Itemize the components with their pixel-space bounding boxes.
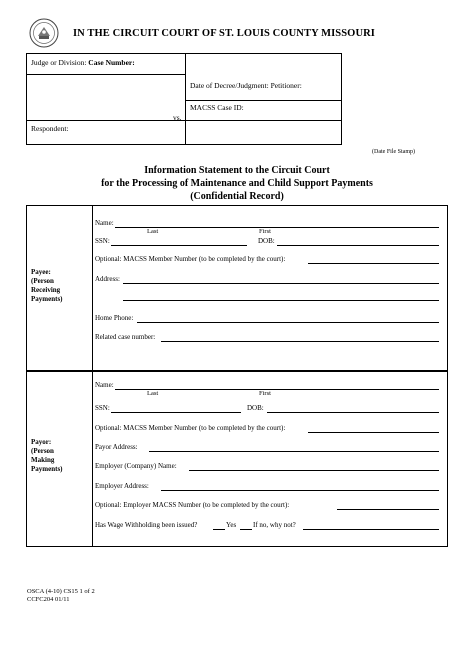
payee-related-case-label: Related case number: [95, 333, 156, 341]
payor-name-field[interactable] [115, 389, 439, 390]
date-file-stamp-label: (Date File Stamp) [372, 149, 415, 155]
footer-form-code: OSCA (4-10) CS15 1 of 2 [27, 588, 95, 595]
payor-side-title: Payor: [31, 438, 52, 446]
payee-ssn-field[interactable] [111, 245, 247, 246]
payee-home-phone-label: Home Phone: [95, 314, 134, 322]
payee-ssn-label: SSN: [95, 237, 110, 245]
form-title-line1: Information Statement to the Circuit Court [144, 165, 330, 176]
payee-name-label: Name: [95, 219, 114, 227]
payee-address-field[interactable] [123, 283, 439, 284]
payor-address-field[interactable] [149, 451, 439, 452]
payor-last-label: Last [147, 390, 159, 397]
payor-address-label: Payor Address: [95, 443, 138, 451]
employer-name-label: Employer (Company) Name: [95, 462, 177, 470]
wage-no-reason-field[interactable] [303, 529, 439, 530]
wage-yes-checkbox[interactable] [213, 529, 225, 530]
payor-section [26, 371, 448, 547]
payor-name-label: Name: [95, 381, 114, 389]
payee-side-panel [27, 206, 93, 370]
judge-label: Judge or Division: [31, 58, 87, 67]
payee-dob-label: DOB: [258, 237, 275, 245]
payee-related-case-field[interactable] [161, 341, 439, 342]
payee-address-label: Address: [95, 275, 120, 283]
payor-side-panel [27, 372, 93, 546]
payee-home-phone-field[interactable] [137, 322, 439, 323]
payee-side-title: Payee: [31, 268, 51, 276]
county-seal-icon [29, 18, 59, 48]
payee-side-line: (Person [31, 277, 54, 285]
payor-macss-field[interactable] [308, 432, 439, 433]
payee-section [26, 205, 448, 371]
payee-side-line: Payments) [31, 295, 63, 303]
employer-macss-label: Optional: Employer MACSS Number (to be completed by the court): [95, 501, 290, 509]
vs-label: vs. [173, 113, 182, 122]
form-footer [27, 588, 95, 604]
payor-ssn-label: SSN: [95, 404, 110, 412]
respondent-label: Respondent: [31, 124, 69, 133]
payor-dob-field[interactable] [267, 412, 439, 413]
payor-side-line: (Person [31, 447, 54, 455]
payee-last-label: Last [147, 228, 159, 235]
footer-form-id: CCFC204 01/11 [27, 596, 70, 603]
case-number-label: Case Number: [88, 58, 135, 67]
payee-first-label: First [259, 228, 271, 235]
form-title-line2: for the Processing of Maintenance and Child Support Payments [101, 178, 373, 189]
payee-macss-field[interactable] [308, 263, 439, 264]
court-title: IN THE CIRCUIT COURT OF ST. LOUIS COUNTY MISSOURI [73, 28, 375, 39]
judge-division-field[interactable] [31, 58, 135, 67]
payee-side-line: Receiving [31, 286, 61, 294]
payor-side-line: Making [31, 456, 55, 464]
wage-no-checkbox[interactable] [240, 529, 252, 530]
payor-side-line: Payments) [31, 465, 63, 473]
payor-macss-label: Optional: MACSS Member Number (to be completed by the court): [95, 424, 286, 432]
payor-first-label: First [259, 390, 271, 397]
form-title-line3: (Confidential Record) [190, 191, 284, 202]
macss-case-id-label: MACSS Case ID: [190, 103, 244, 112]
employer-name-field[interactable] [189, 470, 439, 471]
payee-macss-label: Optional: MACSS Member Number (to be completed by the court): [95, 255, 286, 263]
employer-address-field[interactable] [161, 490, 439, 491]
payor-ssn-field[interactable] [111, 412, 241, 413]
decree-date-label: Date of Decree/Judgment: Petitioner: [190, 81, 302, 90]
payee-name-field[interactable] [115, 227, 439, 228]
payor-dob-label: DOB: [247, 404, 264, 412]
wage-no-label: If no, why not? [253, 521, 296, 529]
wage-yes-label: Yes [226, 521, 237, 529]
wage-withholding-label: Has Wage Withholding been issued? [95, 521, 198, 529]
employer-macss-field[interactable] [337, 509, 439, 510]
case-info-box [26, 53, 342, 145]
payee-address-field-line2[interactable] [123, 300, 439, 301]
payee-dob-field[interactable] [277, 245, 439, 246]
employer-address-label: Employer Address: [95, 482, 149, 490]
